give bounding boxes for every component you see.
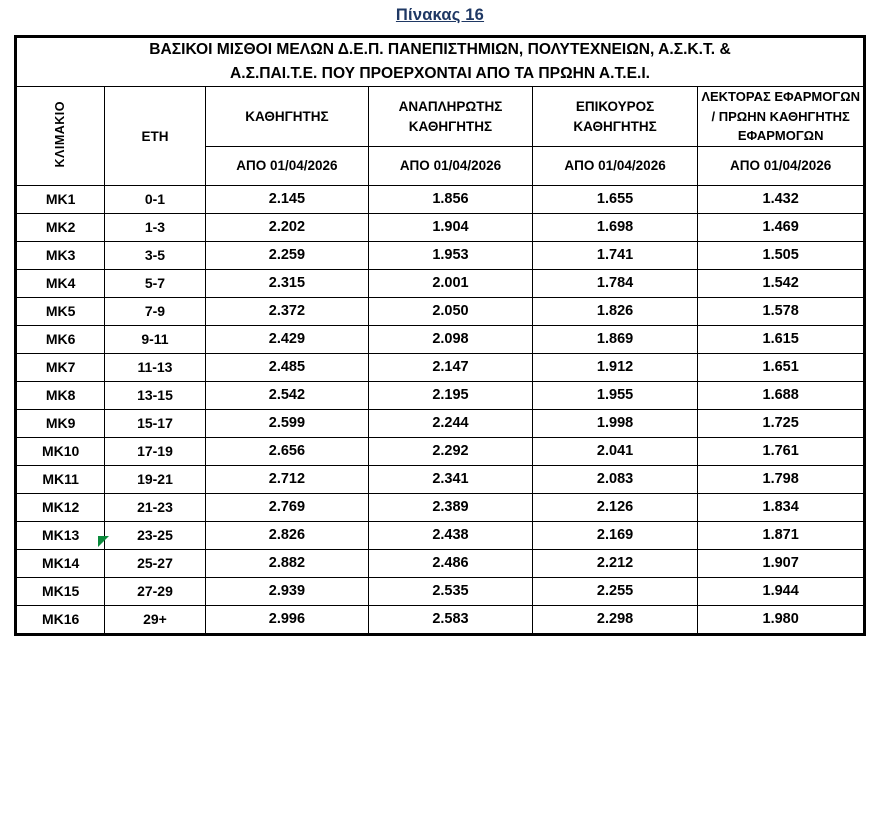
cell-value-3: 1.741 bbox=[532, 241, 698, 269]
cell-value-4: 1.542 bbox=[698, 269, 864, 297]
cell-value-2: 2.050 bbox=[369, 297, 533, 325]
column-header-eti: ΕΤΗ bbox=[105, 87, 205, 186]
cell-value-4: 1.578 bbox=[698, 297, 864, 325]
cell-value-4: 1.871 bbox=[698, 521, 864, 549]
table-row bbox=[17, 437, 864, 465]
cell-value-4: 1.469 bbox=[698, 213, 864, 241]
cell-value-4: 1.761 bbox=[698, 437, 864, 465]
cell-value-2: 2.583 bbox=[369, 605, 533, 633]
cell-value-1: 2.656 bbox=[205, 437, 369, 465]
cell-value-3: 2.126 bbox=[532, 493, 698, 521]
caption-line-1: ΒΑΣΙΚΟΙ ΜΙΣΘΟΙ ΜΕΛΩΝ Δ.Ε.Π. ΠΑΝΕΠΙΣΤΗΜΙΩΝ, ΠΟΛΥΤΕΧΝΕΙΩΝ, Α.Σ.Κ.Τ. & bbox=[149, 41, 731, 58]
cell-code: ΜΚ3 bbox=[17, 241, 105, 269]
cell-value-3: 2.212 bbox=[532, 549, 698, 577]
cell-code: ΜΚ10 bbox=[17, 437, 105, 465]
cell-value-1: 2.769 bbox=[205, 493, 369, 521]
cell-value-1: 2.826 bbox=[205, 521, 369, 549]
cell-years: 23-25 bbox=[105, 521, 205, 549]
cell-value-2: 2.389 bbox=[369, 493, 533, 521]
cell-years: 9-11 bbox=[105, 325, 205, 353]
cell-value-3: 1.698 bbox=[532, 213, 698, 241]
table-row bbox=[17, 241, 864, 269]
cell-value-1: 2.485 bbox=[205, 353, 369, 381]
cell-value-1: 2.939 bbox=[205, 577, 369, 605]
cell-value-4: 1.615 bbox=[698, 325, 864, 353]
table-row bbox=[17, 409, 864, 437]
column-subheader-date-1: ΑΠΟ 01/04/2026 bbox=[205, 146, 369, 185]
cell-value-2: 2.195 bbox=[369, 381, 533, 409]
cell-value-2: 2.535 bbox=[369, 577, 533, 605]
cell-years: 27-29 bbox=[105, 577, 205, 605]
table-row bbox=[17, 493, 864, 521]
cell-code: ΜΚ9 bbox=[17, 409, 105, 437]
cell-value-2: 2.244 bbox=[369, 409, 533, 437]
cell-value-3: 2.298 bbox=[532, 605, 698, 633]
salary-table bbox=[16, 37, 864, 634]
column-subheader-date-4: ΑΠΟ 01/04/2026 bbox=[698, 146, 864, 185]
cell-years: 5-7 bbox=[105, 269, 205, 297]
cell-code: ΜΚ7 bbox=[17, 353, 105, 381]
table-row bbox=[17, 185, 864, 213]
cell-value-4: 1.798 bbox=[698, 465, 864, 493]
cell-value-3: 2.169 bbox=[532, 521, 698, 549]
cell-value-3: 1.784 bbox=[532, 269, 698, 297]
cell-code: ΜΚ13 bbox=[17, 521, 105, 549]
column-header-rank-3: ΕΠΙΚΟΥΡΟΣ ΚΑΘΗΓΗΤΗΣ bbox=[532, 87, 698, 147]
cell-value-2: 1.856 bbox=[369, 185, 533, 213]
table-row bbox=[17, 325, 864, 353]
table-row bbox=[17, 605, 864, 633]
cell-years: 3-5 bbox=[105, 241, 205, 269]
cell-value-4: 1.907 bbox=[698, 549, 864, 577]
cell-value-3: 1.912 bbox=[532, 353, 698, 381]
table-row bbox=[17, 297, 864, 325]
cell-value-2: 2.292 bbox=[369, 437, 533, 465]
column-header-klimakio-label: ΚΛΙΜΑΚΙΟ bbox=[53, 101, 68, 168]
caption-line-2: Α.Σ.ΠΑΙ.Τ.Ε. ΠΟΥ ΠΡΟΕΡΧΟΝΤΑΙ ΑΠΟ ΤΑ ΠΡΩΗΝ Α.Τ.Ε.Ι. bbox=[230, 65, 650, 83]
cell-value-3: 1.869 bbox=[532, 325, 698, 353]
cell-value-1: 2.542 bbox=[205, 381, 369, 409]
cell-value-1: 2.882 bbox=[205, 549, 369, 577]
cell-value-3: 1.998 bbox=[532, 409, 698, 437]
cell-code: ΜΚ4 bbox=[17, 269, 105, 297]
page-title: Πίνακας 16 bbox=[395, 6, 485, 24]
cell-value-1: 2.996 bbox=[205, 605, 369, 633]
cell-code: ΜΚ8 bbox=[17, 381, 105, 409]
cell-value-1: 2.315 bbox=[205, 269, 369, 297]
table-header-row bbox=[17, 87, 864, 147]
column-subheader-date-2: ΑΠΟ 01/04/2026 bbox=[369, 146, 533, 185]
cell-code: ΜΚ6 bbox=[17, 325, 105, 353]
cell-years: 17-19 bbox=[105, 437, 205, 465]
cell-value-3: 1.826 bbox=[532, 297, 698, 325]
table-row bbox=[17, 465, 864, 493]
cell-code: ΜΚ2 bbox=[17, 213, 105, 241]
cell-code: ΜΚ16 bbox=[17, 605, 105, 633]
cell-value-1: 2.259 bbox=[205, 241, 369, 269]
cell-value-4: 1.688 bbox=[698, 381, 864, 409]
cell-value-4: 1.725 bbox=[698, 409, 864, 437]
cell-code: ΜΚ5 bbox=[17, 297, 105, 325]
cell-value-1: 2.372 bbox=[205, 297, 369, 325]
cell-value-1: 2.599 bbox=[205, 409, 369, 437]
cell-value-4: 1.980 bbox=[698, 605, 864, 633]
cell-code: ΜΚ15 bbox=[17, 577, 105, 605]
table-row bbox=[17, 577, 864, 605]
cell-value-1: 2.429 bbox=[205, 325, 369, 353]
column-header-rank-4: ΛΕΚΤΟΡΑΣ ΕΦΑΡΜΟΓΩΝ / ΠΡΩΗΝ ΚΑΘΗΓΗΤΗΣ ΕΦΑΡΜΟΓΩΝ bbox=[698, 87, 864, 147]
cell-value-3: 1.955 bbox=[532, 381, 698, 409]
table-caption-row bbox=[17, 38, 864, 87]
cell-value-2: 2.098 bbox=[369, 325, 533, 353]
cell-years: 13-15 bbox=[105, 381, 205, 409]
cell-years: 0-1 bbox=[105, 185, 205, 213]
cell-value-4: 1.651 bbox=[698, 353, 864, 381]
cell-code: ΜΚ12 bbox=[17, 493, 105, 521]
cell-value-1: 2.712 bbox=[205, 465, 369, 493]
table-row bbox=[17, 381, 864, 409]
table-row bbox=[17, 521, 864, 549]
column-header-rank-1: ΚΑΘΗΓΗΤΗΣ bbox=[205, 87, 369, 147]
cell-code: ΜΚ11 bbox=[17, 465, 105, 493]
table-row bbox=[17, 353, 864, 381]
cell-value-2: 1.904 bbox=[369, 213, 533, 241]
cell-value-3: 2.255 bbox=[532, 577, 698, 605]
cell-value-2: 2.001 bbox=[369, 269, 533, 297]
table-row bbox=[17, 213, 864, 241]
cell-value-2: 2.438 bbox=[369, 521, 533, 549]
cell-code: ΜΚ1 bbox=[17, 185, 105, 213]
cell-value-3: 2.083 bbox=[532, 465, 698, 493]
cell-value-1: 2.202 bbox=[205, 213, 369, 241]
cell-value-2: 2.147 bbox=[369, 353, 533, 381]
cell-years: 25-27 bbox=[105, 549, 205, 577]
cell-value-4: 1.505 bbox=[698, 241, 864, 269]
cell-value-1: 2.145 bbox=[205, 185, 369, 213]
column-header-klimakio bbox=[17, 87, 105, 186]
cell-value-2: 2.486 bbox=[369, 549, 533, 577]
cell-code: ΜΚ14 bbox=[17, 549, 105, 577]
cell-years: 7-9 bbox=[105, 297, 205, 325]
table-row bbox=[17, 549, 864, 577]
cell-value-3: 1.655 bbox=[532, 185, 698, 213]
table-caption bbox=[17, 38, 864, 87]
cell-value-4: 1.432 bbox=[698, 185, 864, 213]
cell-years: 11-13 bbox=[105, 353, 205, 381]
cell-years: 1-3 bbox=[105, 213, 205, 241]
cell-years: 29+ bbox=[105, 605, 205, 633]
salary-table-container bbox=[14, 35, 866, 636]
cell-value-2: 1.953 bbox=[369, 241, 533, 269]
cell-value-4: 1.834 bbox=[698, 493, 864, 521]
cell-years: 21-23 bbox=[105, 493, 205, 521]
cell-value-2: 2.341 bbox=[369, 465, 533, 493]
cell-value-4: 1.944 bbox=[698, 577, 864, 605]
comment-marker-icon bbox=[98, 536, 109, 547]
cell-years: 15-17 bbox=[105, 409, 205, 437]
column-header-rank-2: ΑΝΑΠΛΗΡΩΤΗΣ ΚΑΘΗΓΗΤΗΣ bbox=[369, 87, 533, 147]
table-row bbox=[17, 269, 864, 297]
cell-years: 19-21 bbox=[105, 465, 205, 493]
column-subheader-date-3: ΑΠΟ 01/04/2026 bbox=[532, 146, 698, 185]
cell-value-3: 2.041 bbox=[532, 437, 698, 465]
